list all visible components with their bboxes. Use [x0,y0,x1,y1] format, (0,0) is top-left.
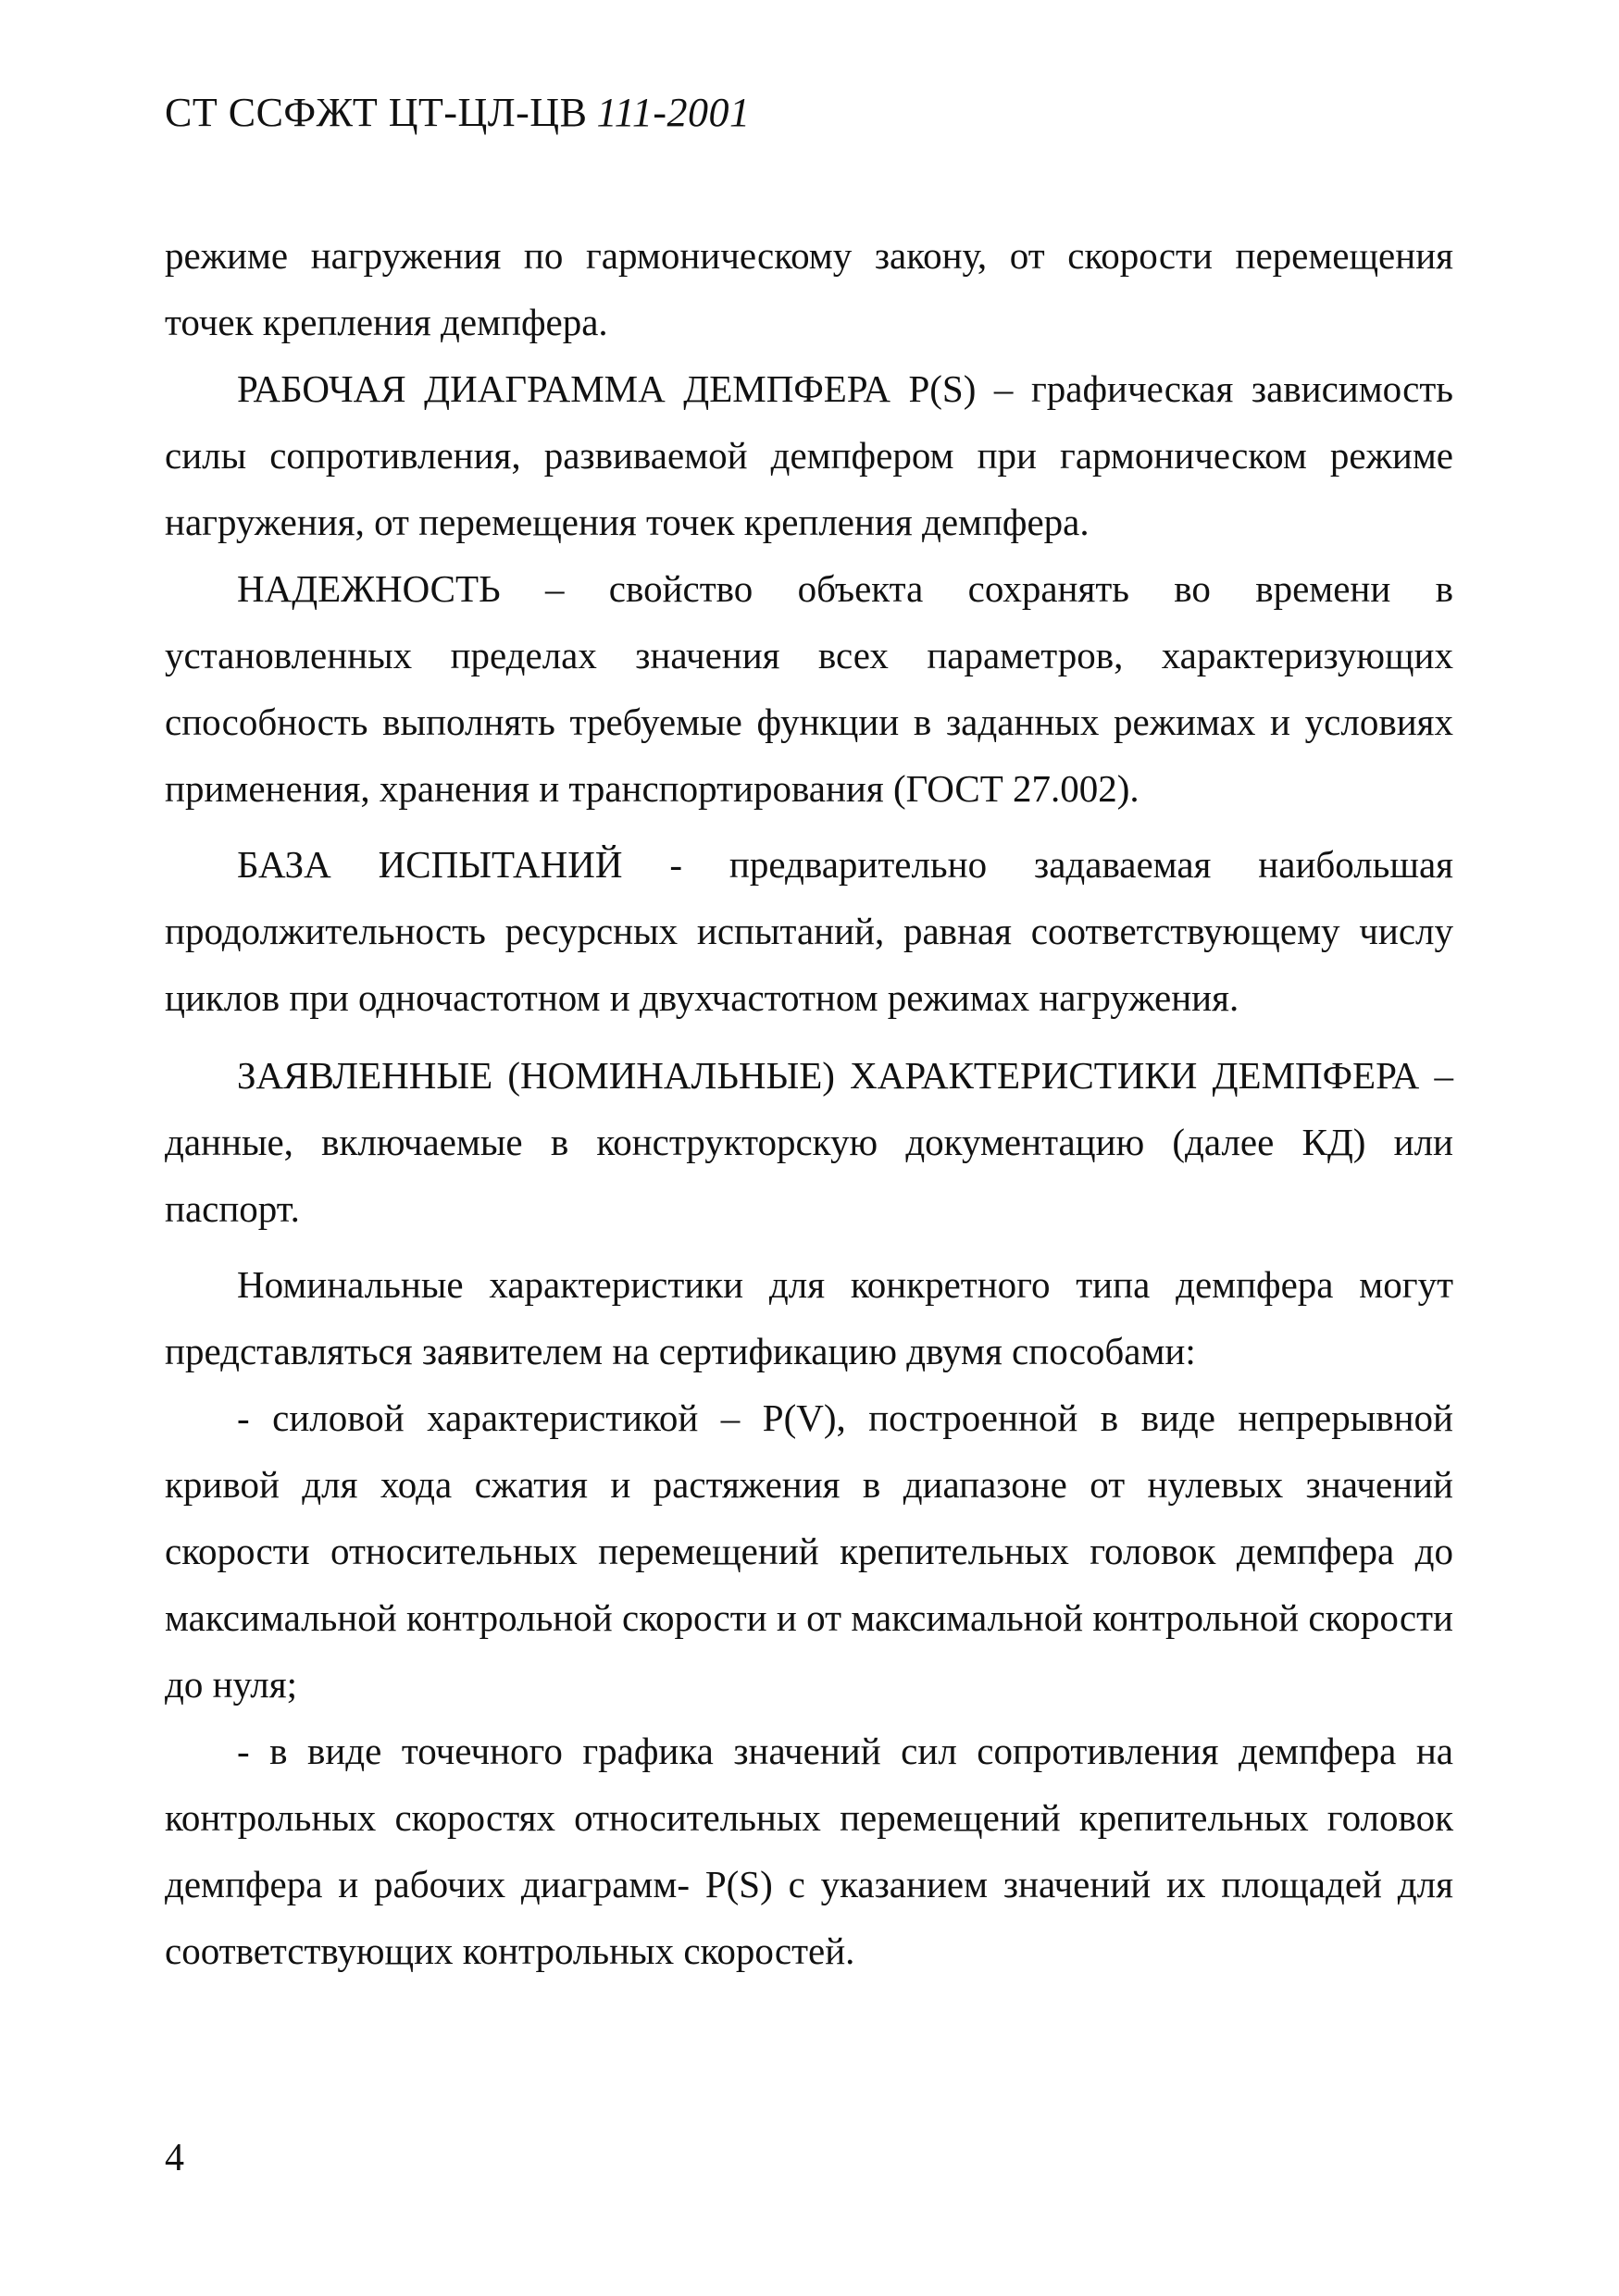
list-item-force-characteristic: - силовой характеристикой – P(V), построенной в виде непрерывной кривой для хода сжатия и растяжения в диапазоне от нулевых значений скорости относительных перемещений крепительных головок демпфера до максимальной контрольной скорости и от максимальной контрольной скорости до нуля; [165,1396,1453,1706]
paragraph-reliability: НАДЕЖНОСТЬ – свойство объекта сохранять во времени в установленных пределах значения всех параметров, характеризующих способность выполнять требуемые функции в заданных режимах и условиях применения, хранения и транспортирования (ГОСТ 27.002). [165,567,1453,810]
paragraph-test-base: БАЗА ИСПЫТАНИЙ - предварительно задаваемая наибольшая продолжительность ресурсных испытаний, равная соответствующему числу циклов при одночастотном и двухчастотном режимах нагружения. [165,843,1453,1019]
page-body [165,222,1453,1984]
standard-designation: СТ ССФЖТ ЦТ-ЦЛ-ЦВ [165,90,588,135]
page-number: 4 [165,2137,184,2179]
paragraph-working-diagram: РАБОЧАЯ ДИАГРАММА ДЕМПФЕРА P(S) – графическая зависимость силы сопротивления, развиваемой демпфером при гармоническом режиме нагружения, от перемещения точек крепления демпфера. [165,367,1453,543]
list-item-point-graph: - в виде точечного графика значений сил сопротивления демпфера на контрольных скоростях относительных перемещений крепительных головок демпфера и рабочих диаграмм- P(S) с указанием значений их площадей для соответствующих контрольных скоростей. [165,1730,1453,1972]
paragraph-declared-characteristics: ЗАЯВЛЕННЫЕ (НОМИНАЛЬНЫЕ) ХАРАКТЕРИСТИКИ ДЕМПФЕРА – данные, включаемые в конструкторскую документацию (далее КД) или паспорт. [165,1054,1453,1230]
standard-number: 111-2001 [596,90,751,135]
document-header [165,89,751,136]
paragraph-continuation: режиме нагружения по гармоническому закону, от скорости перемещения точек крепления демпфера. [165,234,1453,343]
paragraph-nominal-characteristics: Номинальные характеристики для конкретного типа демпфера могут представляться заявителем на сертификацию двумя способами: [165,1263,1453,1372]
